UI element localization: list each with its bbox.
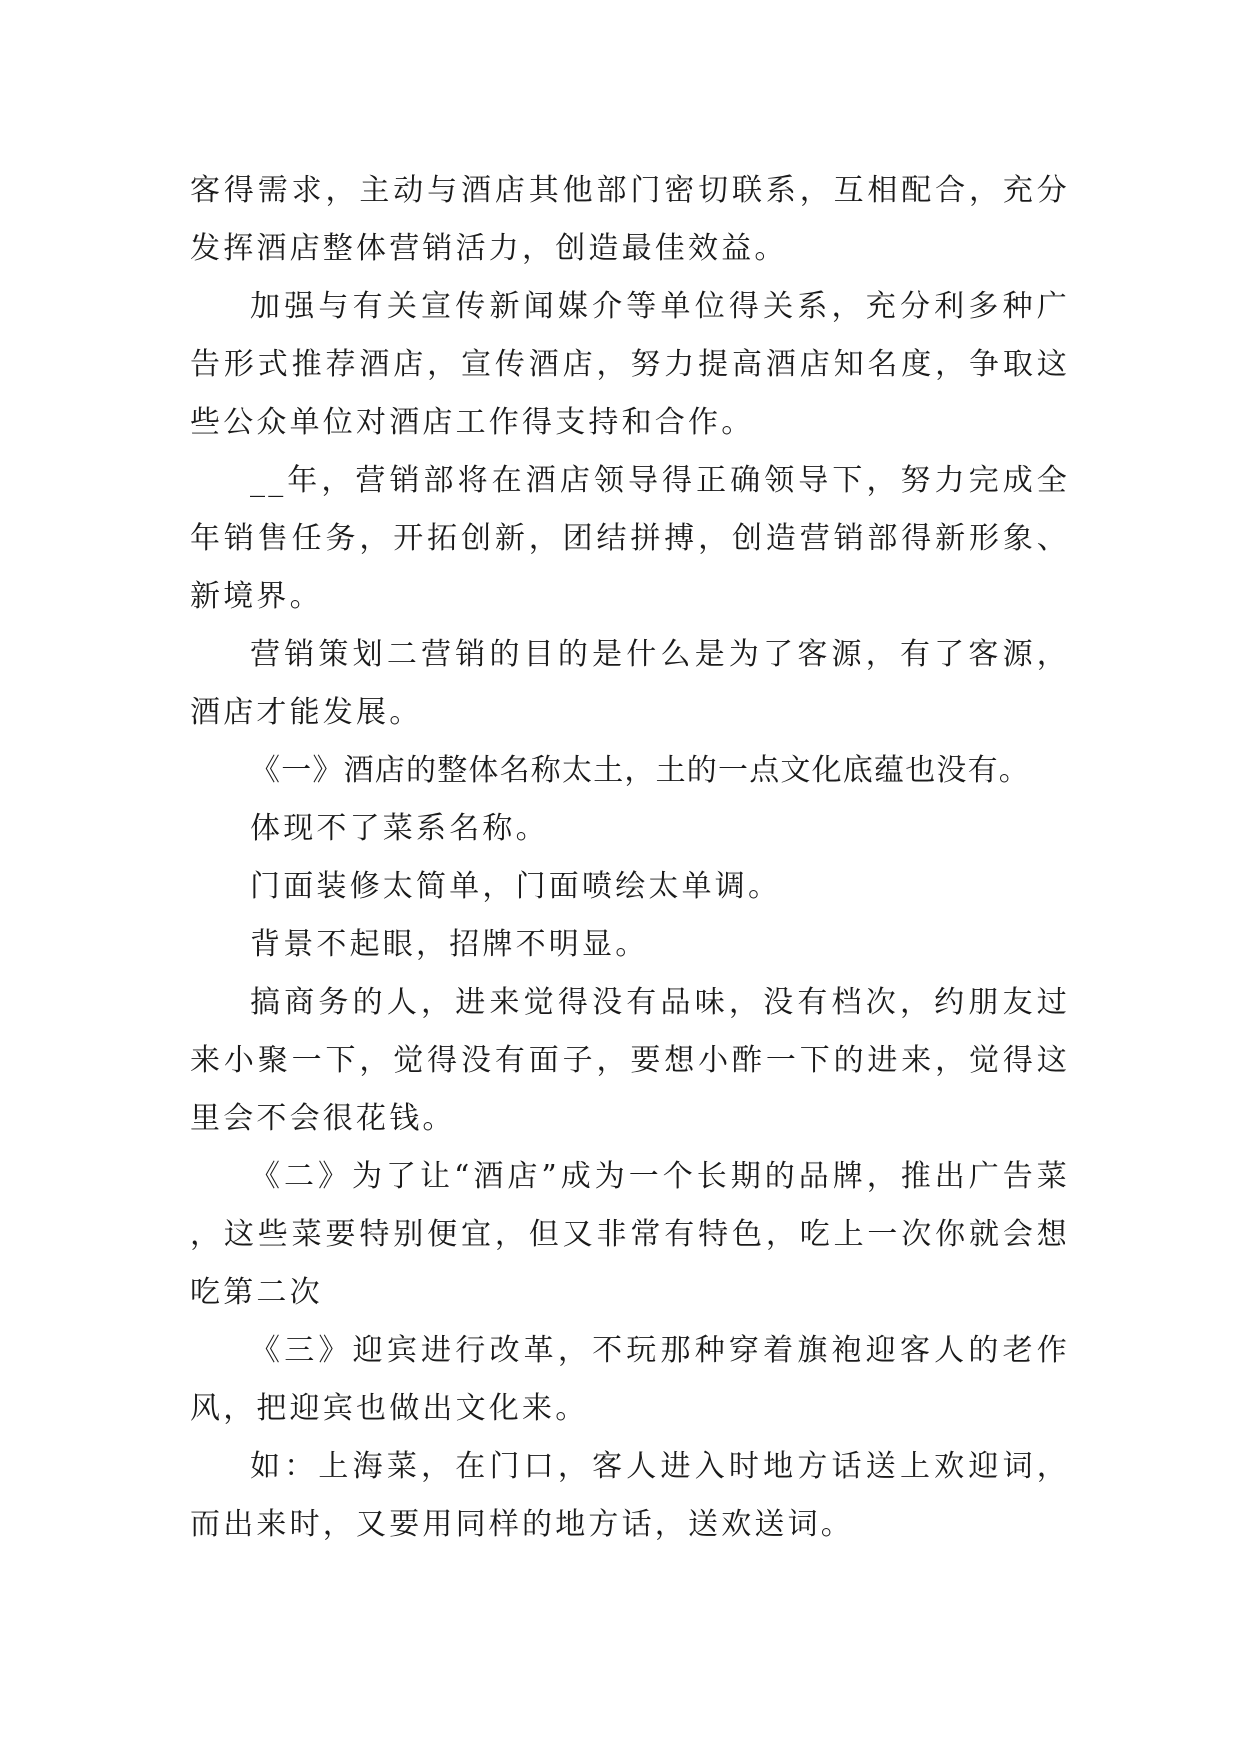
paragraph-8: 背景不起眼，招牌不明显。 xyxy=(250,927,649,962)
paragraph-4: 营销策划二营销的目的是什么是为了客源，有了客源，酒店才能发展。 xyxy=(190,637,1070,730)
paragraph-9: 搞商务的人，进来觉得没有品味，没有档次，约朋友过来小聚一下，觉得没有面子，要想小酢一下的进来，觉得这里会不会很花钱。 xyxy=(190,985,1070,1136)
paragraph-5: 《一》酒店的整体名称太土，土的一点文化底蕴也没有。 xyxy=(250,753,1030,788)
paragraph-3: __年，营销部将在酒店领导得正确领导下，努力完成全年销售任务，开拓创新，团结拼搏，创造营销部得新形象、新境界。 xyxy=(190,463,1070,614)
paragraph-6: 体现不了菜系名称。 xyxy=(250,811,549,846)
paragraph-2: 加强与有关宣传新闻媒介等单位得关系，充分利多种广告形式推荐酒店，宣传酒店，努力提高酒店知名度，争取这些公众单位对酒店工作得支持和合作。 xyxy=(190,289,1070,440)
paragraph-7: 门面装修太简单，门面喷绘太单调。 xyxy=(250,869,782,904)
paragraph-12: 如：上海菜，在门口，客人进入时地方话送上欢迎词，而出来时，又要用同样的地方话，送欢送词。 xyxy=(190,1449,1070,1542)
paragraph-11: 《三》迎宾进行改革，不玩那种穿着旗袍迎客人的老作风，把迎宾也做出文化来。 xyxy=(190,1333,1070,1426)
document-body xyxy=(190,162,1070,1554)
paragraph-1: 客得需求，主动与酒店其他部门密切联系，互相配合，充分发挥酒店整体营销活力，创造最佳效益。 xyxy=(190,173,1070,266)
paragraph-10: 《二》为了让“酒店”成为一个长期的品牌，推出广告菜，这些菜要特别便宜，但又非常有特色，吃上一次你就会想吃第二次 xyxy=(190,1159,1070,1310)
